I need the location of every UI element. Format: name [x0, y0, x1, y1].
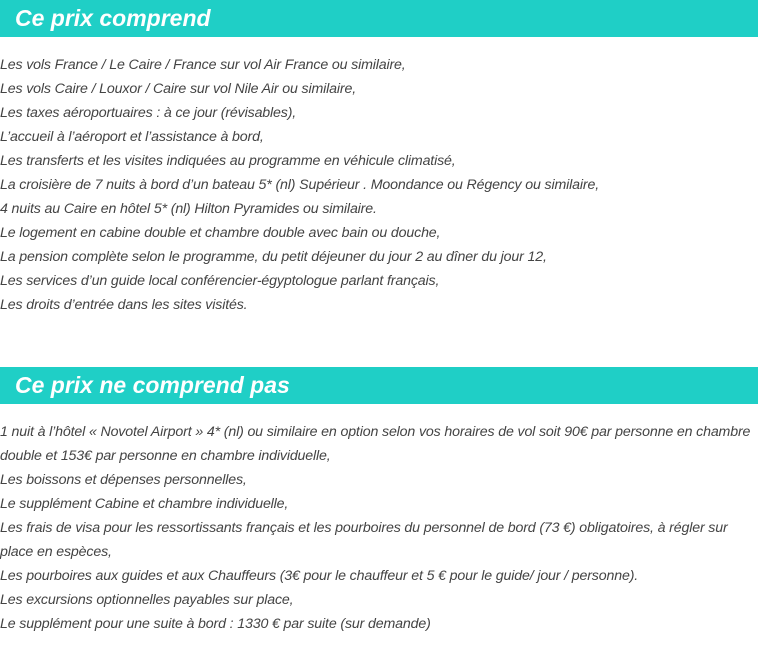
included-item: Les services d’un guide local conférencier-égyptologue parlant français, [0, 273, 440, 289]
included-item: La pension complète selon le programme, du petit déjeuner du jour 2 au dîner du jour 12, [0, 249, 547, 265]
included-item: Le logement en cabine double et chambre double avec bain ou douche, [0, 225, 441, 241]
excluded-section-header [0, 367, 758, 404]
included-item: Les vols France / Le Caire / France sur vol Air France ou similaire, [0, 57, 406, 73]
included-item: 4 nuits au Caire en hôtel 5* (nl) Hilton Pyramides ou similaire. [0, 201, 377, 217]
included-items-list [0, 53, 756, 317]
excluded-item: Les pourboires aux guides et aux Chauffeurs (3€ pour le chauffeur et 5 € pour le guide/ jour / personne). [0, 568, 639, 584]
excluded-section-title: Ce prix ne comprend pas [15, 372, 290, 398]
included-item: La croisière de 7 nuits à bord d’un bateau 5* (nl) Supérieur . Moondance ou Régency ou similaire, [0, 177, 600, 193]
excluded-item: Le supplément Cabine et chambre individuelle, [0, 496, 289, 512]
included-item: Les taxes aéroportuaires : à ce jour (révisables), [0, 105, 297, 121]
excluded-item: 1 nuit à l’hôtel « Novotel Airport » 4* (nl) ou similaire en option selon vos horaires de vol soit 90€ par personne en chambre double et 153€ par personne en chambre individuelle, [0, 424, 751, 464]
included-section-title: Ce prix comprend [15, 5, 211, 31]
excluded-item: Le supplément pour une suite à bord : 1330 € par suite (sur demande) [0, 616, 431, 632]
included-item: L’accueil à l’aéroport et l’assistance à bord, [0, 129, 264, 145]
included-item: Les vols Caire / Louxor / Caire sur vol Nile Air ou similaire, [0, 81, 357, 97]
excluded-item: Les boissons et dépenses personnelles, [0, 472, 247, 488]
included-item: Les droits d’entrée dans les sites visités. [0, 297, 248, 313]
included-item: Les transferts et les visites indiquées au programme en véhicule climatisé, [0, 153, 456, 169]
excluded-item: Les frais de visa pour les ressortissants français et les pourboires du personnel de bord (73 €) obligatoires, à régler sur place en espèces, [0, 520, 728, 560]
excluded-item: Les excursions optionnelles payables sur place, [0, 592, 294, 608]
included-section-header [0, 0, 758, 37]
excluded-items-list [0, 420, 756, 636]
